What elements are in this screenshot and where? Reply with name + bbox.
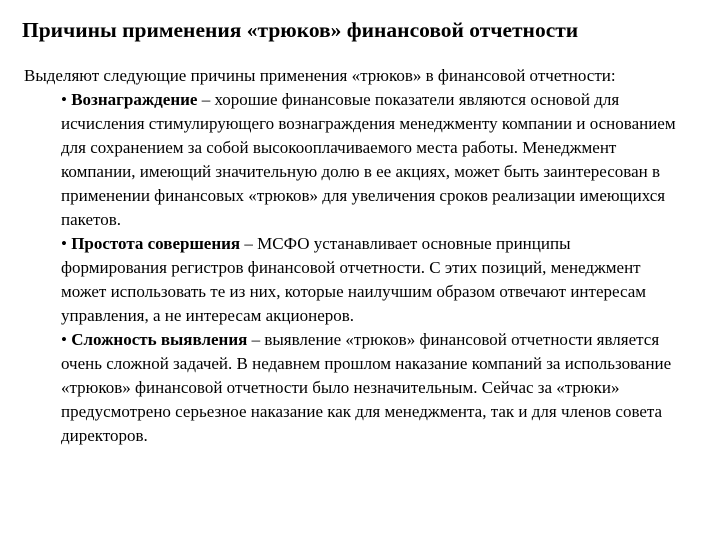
slide-body: [24, 64, 674, 448]
bullet-term: Вознаграждение: [71, 90, 198, 109]
bullet-item-simplicity: [61, 232, 679, 328]
bullet-marker: •: [61, 234, 67, 253]
bullet-text: – МСФО устанавливает основные принципы формирования регистров финансовой отчетности. С этих позиций, менеджмент может использовать те из них, которые наилучшим образом отвечают интересам управления, а не интересам акционеров.: [61, 234, 647, 325]
bullet-item-reward: [61, 88, 679, 232]
bullet-item-detection: [61, 328, 679, 448]
bullet-marker: •: [61, 330, 67, 349]
bullet-term: Простота совершения: [71, 234, 241, 253]
bullet-term: Сложность выявления: [71, 330, 248, 349]
bullet-text: – выявление «трюков» финансовой отчетности является очень сложной задачей. В недавнем прошлом наказание компаний за использование «трюков» финансовой отчетности было незначительным. Сейчас за «трюки» предусмотрено серьезное наказание как для менеджмента, так и для членов совета директоров.: [61, 330, 672, 445]
slide-title: Причины применения «трюков» финансовой отчетности: [22, 18, 579, 42]
bullet-text: – хорошие финансовые показатели являются основой для исчисления стимулирующего вознаграждения менеджменту компании и основанием для сохранением за собой высокооплачиваемого места работы. Менеджмент компании, имеющий значительную долю в ее акциях, может быть заинтересован в применении финансовых «трюков» для увеличения сроков реализации имеющихся пакетов.: [61, 90, 676, 229]
intro-text: Выделяют следующие причины применения «трюков» в финансовой отчетности:: [24, 66, 616, 85]
bullet-marker: •: [61, 90, 67, 109]
